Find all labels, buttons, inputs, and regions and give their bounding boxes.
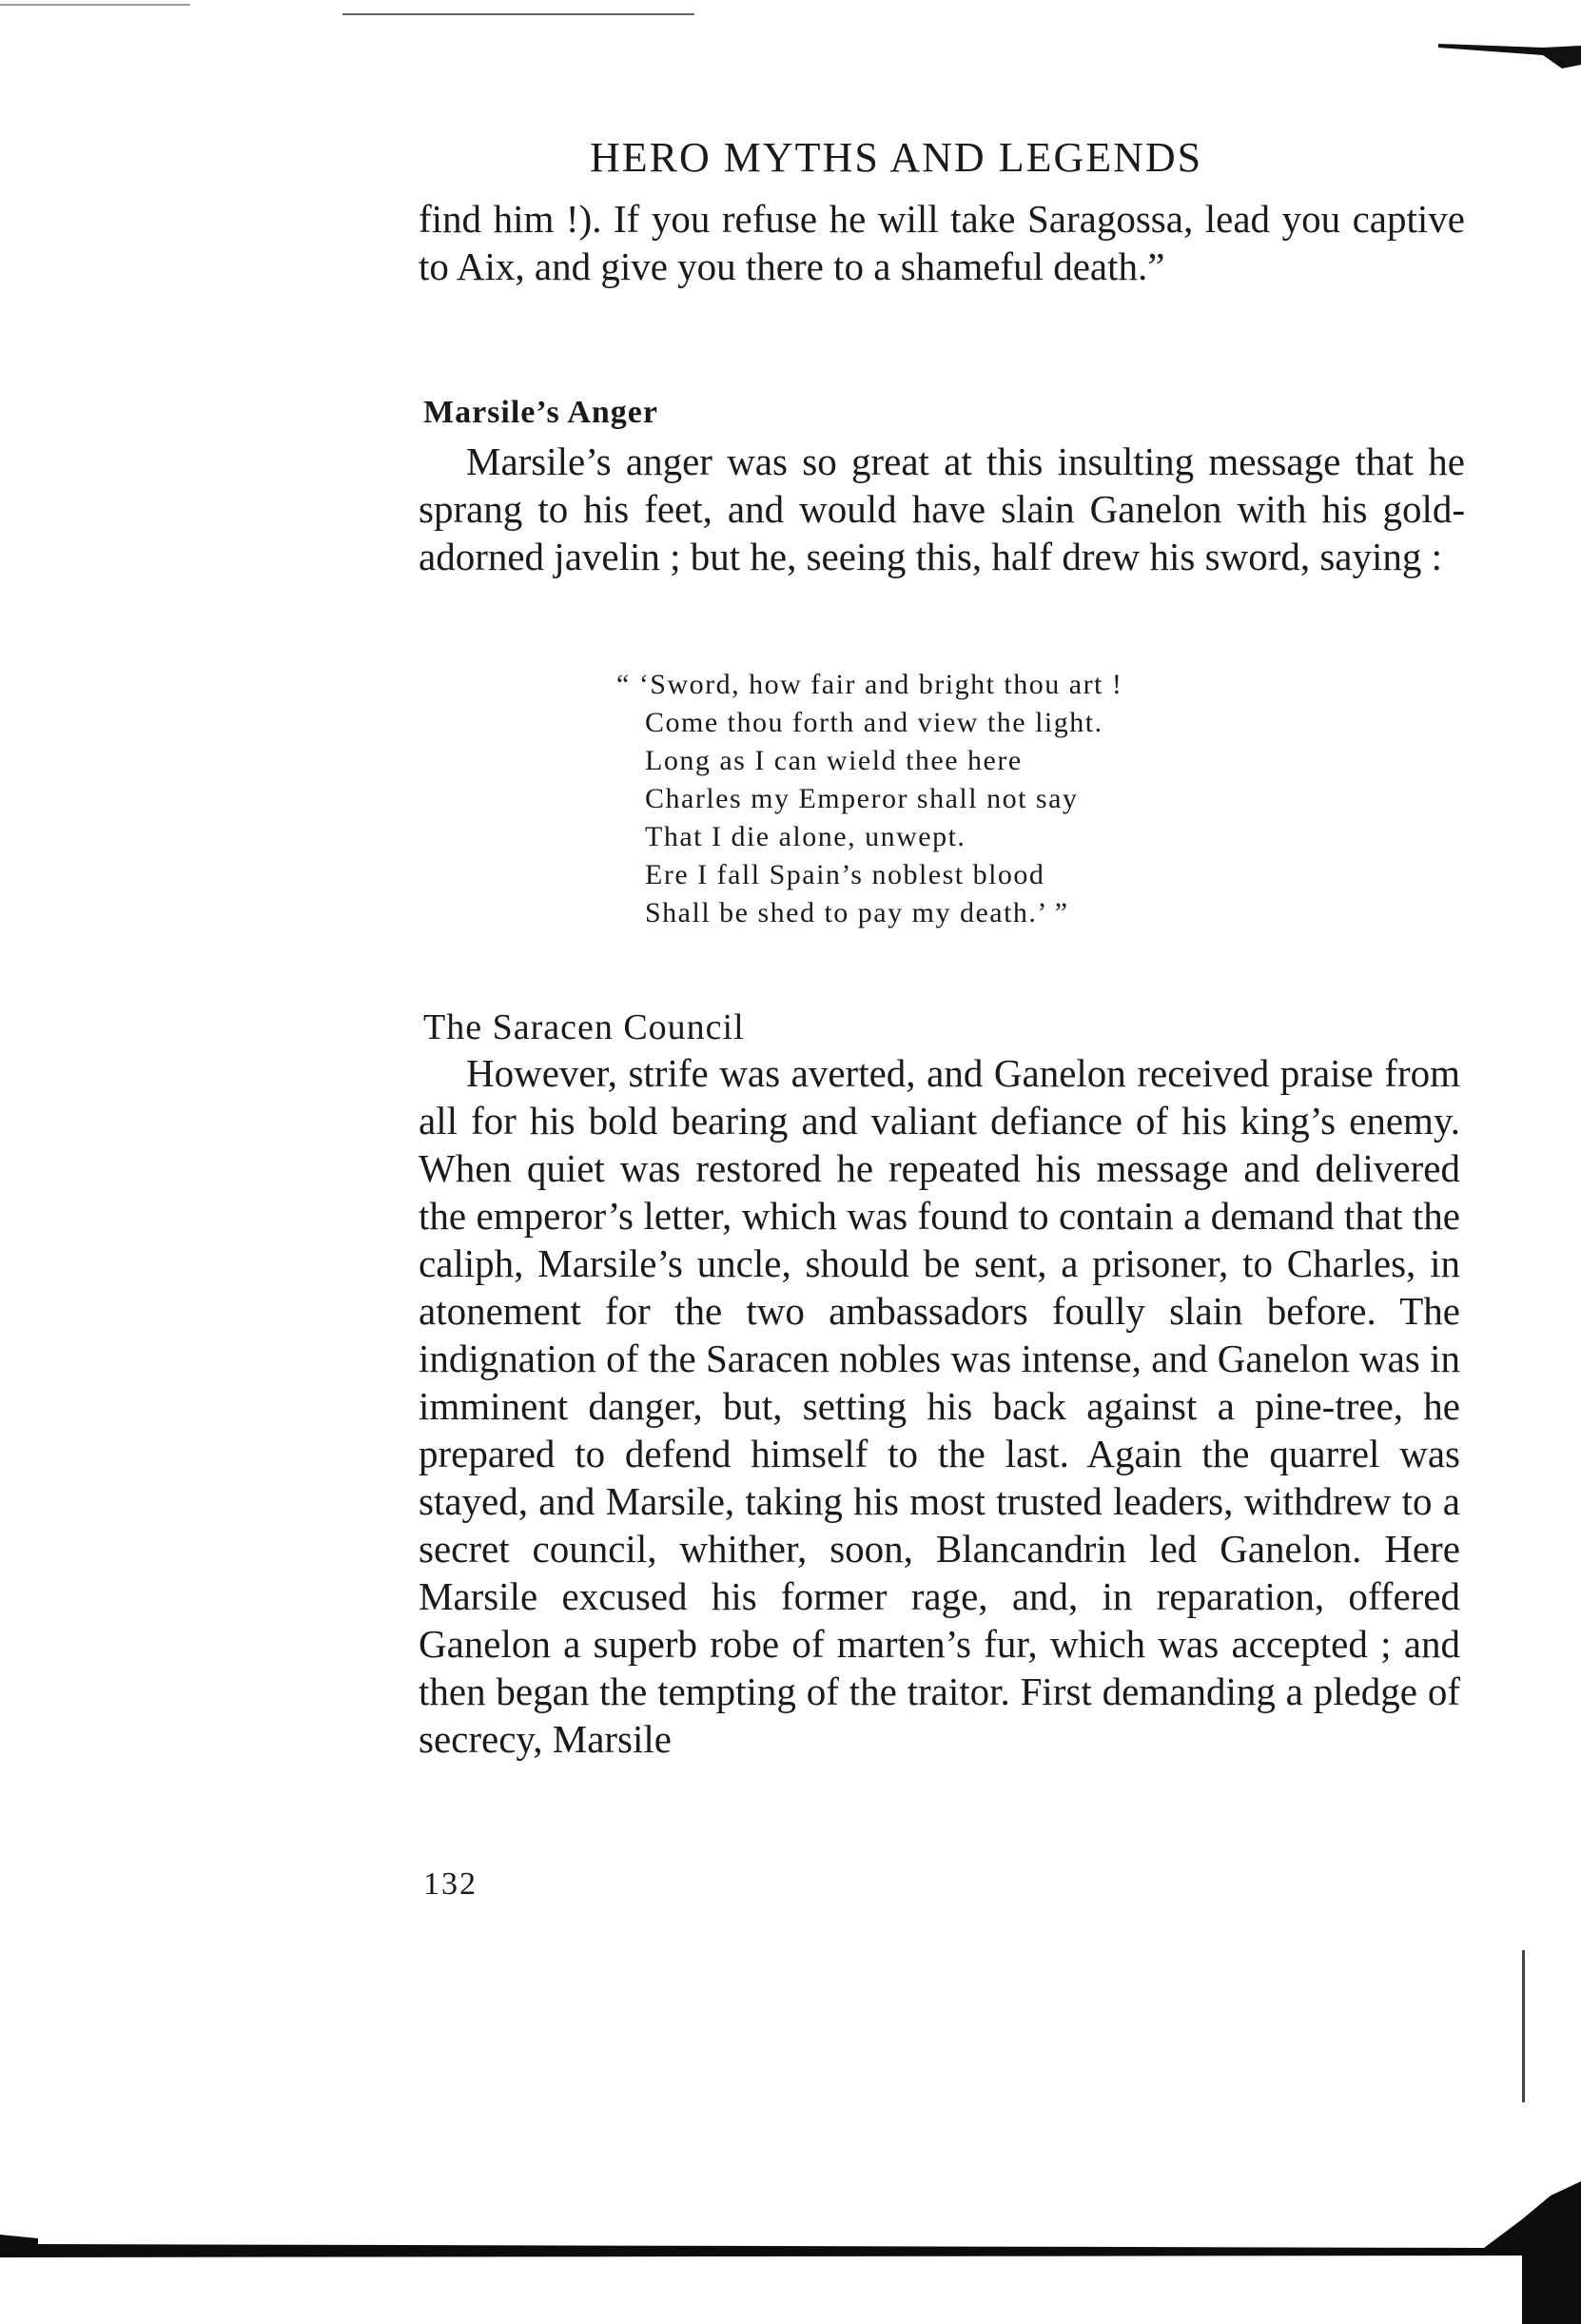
poem-verse xyxy=(616,666,1122,932)
paragraph-saracen-council: However, strife was averted, and Ganelon received praise from all for his bold bearing and valiant defiance of his king’s enemy. When quiet was restored he repeated his message and delivered the emperor’s letter, which was found to contain a demand that the caliph, Marsile’s uncle, should be sent, a prisoner, to Charles, in atonement for the two ambassadors foully slain before. The indignation of the Saracen nobles was intense, and Ganelon was in imminent danger, but, setting his back against a pine-tree, he prepared to defend himself to the last. Again the quarrel was stayed, and Marsile, taking his most trusted leaders, withdrew to a secret council, whither, soon, Blancandrin led Ganelon. Here Marsile excused his former rage, and, in reparation, offered Ganelon a superb robe of marten’s fur, which was accepted ; and then began the tempting of the traitor. First demanding a pledge of secrecy, Marsile xyxy=(419,1051,1460,1761)
scan-edge-top-left xyxy=(0,4,190,6)
scan-side-mark xyxy=(1522,1950,1525,2102)
poem-line: Come thou forth and view the light. xyxy=(645,707,1103,738)
poem-line: Charles my Emperor shall not say xyxy=(645,783,1079,814)
poem-line: Long as I can wield thee here xyxy=(645,745,1023,776)
running-head: HERO MYTHS AND LEGENDS xyxy=(590,134,1203,181)
poem-line: Ere I fall Spain’s noblest blood xyxy=(645,859,1045,890)
poem-line: “ ‘Sword, how fair and bright thou art ! xyxy=(616,669,1123,700)
section-heading-saracen-council: The Saracen Council xyxy=(423,1007,745,1047)
section-heading-marsiles-anger: Marsile’s Anger xyxy=(423,395,658,430)
poem-line: That I die alone, unwept. xyxy=(645,821,966,852)
page-number: 132 xyxy=(423,1866,478,1902)
scan-edge-bottom xyxy=(0,2181,1581,2324)
scan-corner-top-right xyxy=(1438,27,1581,74)
poem-line: Shall be shed to pay my death.’ ” xyxy=(645,897,1069,928)
scan-edge-top-center xyxy=(342,13,694,15)
paragraph-marsiles-anger: Marsile’s anger was so great at this insulting message that he sprang to his feet, and would have slain Ganelon with his gold-adorned javelin ; but he, seeing this, half drew his sword, saying : xyxy=(419,439,1465,578)
continuation-paragraph: find him !). If you refuse he will take Saragossa, lead you captive to Aix, and give you there to a shameful death.” xyxy=(419,197,1465,288)
